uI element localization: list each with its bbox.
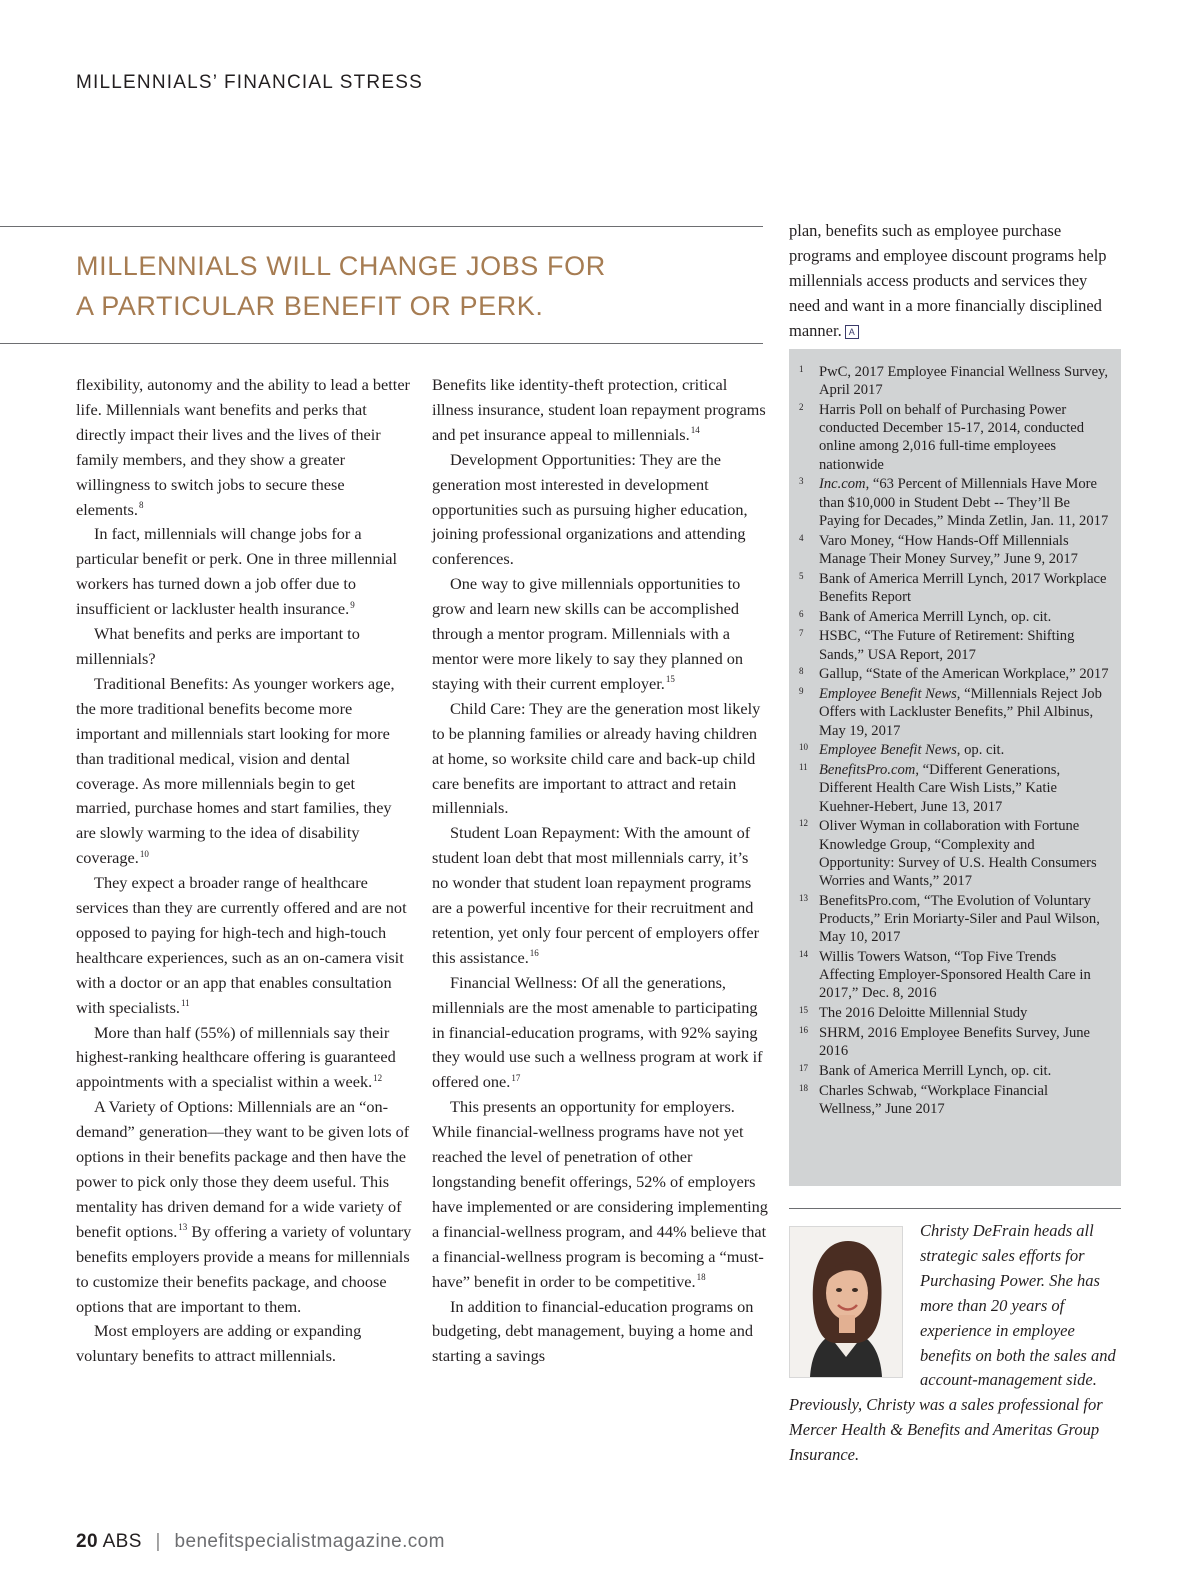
- footnote-item: [797, 892, 1111, 947]
- paragraph: This presents an opportunity for employers. While financial-wellness programs have not yet reached the level of penetration of other longstanding benefit offerings, 52% of employers have implemented or are considering implementing a financial-wellness program, and 44% believe that a financial-wellness program is becoming a “must-have” benefit in order to be competitive.$^{18}$: [432, 1097, 768, 1291]
- footnote-number: 7: [799, 628, 804, 639]
- paragraph: In addition to financial-education programs on budgeting, debt management, buying a home and starting a savings: [432, 1296, 754, 1366]
- footnote-item: [797, 1082, 1111, 1118]
- footnote-text: Oliver Wyman in collaboration with Fortune Knowledge Group, “Complexity and Opportunity: Survey of U.S. Health Consumers Worries and Wants,” 2017: [819, 818, 1097, 890]
- footnote-number: 12: [799, 818, 808, 829]
- footnote-item: [797, 532, 1111, 568]
- footnote-item: [797, 627, 1111, 663]
- footnote-number: 5: [799, 570, 804, 581]
- paragraph: A Variety of Options: Millennials are an “on-demand” generation—they want to be given lots of options in their benefits package and then have the power to pick only those they deem useful. This mentality has driven demand for a wide variety of benefit options.$^{13}$ By offering a variety of voluntary benefits employers provide a means for millennials to customize their benefits package, and choose options that are important to them.: [76, 1097, 412, 1316]
- paragraph: Financial Wellness: Of all the generations, millennials are the most amenable to participating in financial-education programs, with 92% saying they would use such a wellness program at work if offered one.$^{17}$: [432, 972, 763, 1092]
- footnote-number: 17: [799, 1063, 808, 1074]
- footnote-source: Employee Benefit News: [819, 742, 957, 759]
- footnote-item: [797, 817, 1111, 890]
- footnote-source: Employee Benefit News: [819, 686, 957, 703]
- footnote-item: [797, 948, 1111, 1003]
- footnote-item: [797, 665, 1111, 683]
- page-footer: [76, 1531, 445, 1553]
- paragraph: One way to give millennials opportunities to grow and learn new skills can be accomplished through a mentor program. Millennials with a mentor were more likely to say they planned on staying with their current employer.$^{15}$: [432, 574, 744, 693]
- paragraph: Development Opportunities: They are the generation most interested in development opportunities such as pursuing higher education, joining professional organizations and attending conferences.: [432, 449, 748, 569]
- section-header: MILLENNIALS’ FINANCIAL STRESS: [76, 72, 423, 93]
- paragraph: Child Care: They are the generation most likely to be planning families or already having children at home, so worksite child care and back-up child care benefits are important to attract and retain millennials.: [432, 698, 761, 818]
- end-of-article-icon: A: [845, 325, 859, 339]
- footnote-number: 1: [799, 364, 804, 374]
- footnote-item: [797, 1062, 1111, 1080]
- pull-quote-top-rule: [0, 226, 763, 227]
- pull-quote: [76, 246, 716, 326]
- paragraph: plan, benefits such as employee purchase programs and employee discount programs help millennials access products and services they need and want in a more financially disciplined manner. A: [789, 221, 1107, 340]
- footnote-text: , op. cit.: [956, 742, 1005, 759]
- footnote-text: , “Millennials Reject Job Offers with Lackluster Benefits,” Phil Albinus, May 19, 2017: [819, 686, 1102, 739]
- pull-quote-line-1: MILLENNIALS WILL CHANGE JOBS FOR: [76, 251, 606, 281]
- footnote-item: [797, 741, 1111, 759]
- footnote-number: 11: [799, 762, 808, 773]
- footnote-item: [797, 1024, 1111, 1060]
- footnote-item: [797, 1004, 1111, 1022]
- footnote-text: PwC, 2017 Employee Financial Wellness Survey, April 2017: [819, 364, 1109, 399]
- footnote-item: [797, 401, 1111, 474]
- footnote-item: [797, 685, 1111, 740]
- footnote-item: [797, 608, 1111, 626]
- footnote-item: [797, 761, 1111, 816]
- footnote-text: Charles Schwab, “Workplace Financial Wellness,” June 2017: [819, 1082, 1049, 1118]
- footnote-number: 14: [799, 949, 808, 960]
- footnote-text: Harris Poll on behalf of Purchasing Power conducted December 15-17, 2014, conducted online among 2,016 full-time employees nationwide: [819, 402, 1085, 473]
- footnote-text: , “Different Generations, Different Health Care Wish Lists,” Katie Kuehner-Hebert, June 13, 2017: [819, 762, 1061, 815]
- article-column-1: [76, 373, 412, 1369]
- footnote-number: 18: [799, 1082, 808, 1093]
- footnote-number: 16: [799, 1025, 808, 1036]
- pull-quote-bottom-rule: [0, 343, 763, 344]
- magazine-website: benefitspecialistmagazine.com: [174, 1531, 445, 1552]
- footnote-text: BenefitsPro.com, “The Evolution of Voluntary Products,” Erin Moriarty-Siler and Paul Wilson, May 10, 2017: [819, 892, 1100, 946]
- footnote-number: 9: [799, 686, 804, 697]
- footnote-number: 4: [799, 532, 804, 543]
- paragraph: Student Loan Repayment: With the amount of student loan debt that most millennials carry, it’s no wonder that student loan repayment programs are a powerful incentive for their recruitment and retention, yet only four percent of employers offer this assistance.$^{16}$: [432, 823, 760, 967]
- footnote-text: HSBC, “The Future of Retirement: Shifting Sands,” USA Report, 2017: [819, 628, 1075, 663]
- footnote-text: Varo Money, “How Hands-Off Millennials Manage Their Money Survey,” June 9, 2017: [819, 532, 1078, 567]
- footnote-text: SHRM, 2016 Employee Benefits Survey, June 2016: [819, 1025, 1091, 1060]
- footnote-text: Willis Towers Watson, “Top Five Trends Affecting Employer-Sponsored Health Care in 2017,” Dec. 8, 2016: [819, 949, 1091, 1002]
- author-bio-rule: [789, 1208, 1121, 1209]
- footnote-item: [797, 363, 1111, 399]
- footnote-text: Bank of America Merrill Lynch, 2017 Workplace Benefits Report: [819, 570, 1107, 605]
- footnote-item: [797, 570, 1111, 606]
- paragraph: Traditional Benefits: As younger workers age, the more traditional benefits become more important and millennials start looking for more than traditional medical, vision and dental coverage. As more millennials begin to get married, purchase homes and start families, they are slowly warming to the idea of disability coverage.$^{10}$: [76, 673, 395, 868]
- footnote-source: BenefitsPro.com: [819, 762, 916, 779]
- paragraph: Most employers are adding or expanding voluntary benefits to attract millennials.: [76, 1321, 362, 1366]
- author-bio: Christy DeFrain heads all strategic sales efforts for Purchasing Power. She has more than 20 years of experience in employee benefits on both the sales and account-management side. Previously, Christy was a sales professional for Mercer Health & Benefits and Ameritas Group Insurance.: [789, 1221, 1116, 1465]
- paragraph: Benefits like identity-theft protection, critical illness insurance, student loan repayment programs and pet insurance appeal to millennials.$^{14}$: [432, 375, 766, 444]
- paragraph: flexibility, autonomy and the ability to lead a better life. Millennials want benefits and perks that directly impact their lives and the lives of their family members, and they show a greater willingness to switch jobs to secure these elements.$^8$: [76, 375, 410, 519]
- footnote-number: 8: [799, 666, 804, 677]
- footnote-number: 15: [799, 1005, 808, 1016]
- paragraph: In fact, millennials will change jobs for a particular benefit or perk. One in three millennial workers has turned down a job offer due to insufficient or lackluster health insurance.$^9$: [76, 524, 397, 619]
- footnote-item: [797, 475, 1111, 530]
- footnotes-box: [789, 349, 1121, 1186]
- footnote-number: 2: [799, 402, 804, 412]
- footer-separator: |: [155, 1531, 161, 1552]
- article-column-2: [432, 373, 768, 1369]
- footnote-number: 10: [799, 742, 808, 753]
- footnote-text: Bank of America Merrill Lynch, op. cit.: [819, 1063, 1052, 1080]
- footnote-text: Bank of America Merrill Lynch, op. cit.: [819, 608, 1052, 625]
- magazine-abbreviation: ABS: [102, 1531, 142, 1552]
- footnote-number: 13: [799, 892, 808, 903]
- pull-quote-line-2: A PARTICULAR BENEFIT OR PERK.: [76, 291, 544, 321]
- footnote-text: The 2016 Deloitte Millennial Study: [819, 1005, 1028, 1022]
- footnote-text: , “63 Percent of Millennials Have More than $10,000 in Student Debt -- They’ll Be Paying for Decades,” Minda Zetlin, Jan. 11, 2017: [819, 476, 1109, 529]
- footnote-number: 6: [799, 608, 804, 619]
- footnote-source: Inc.com: [819, 476, 866, 493]
- article-column-3: [789, 219, 1121, 344]
- footnote-text: Gallup, “State of the American Workplace,” 2017: [819, 666, 1109, 683]
- footnote-number: 3: [799, 476, 804, 487]
- paragraph: More than half (55%) of millennials say their highest-ranking healthcare offering is guaranteed appointments with a specialist within a week.$^{12}$: [76, 1022, 396, 1092]
- paragraph: What benefits and perks are important to millennials?: [76, 624, 360, 668]
- page-number: 20: [76, 1531, 98, 1552]
- paragraph: They expect a broader range of healthcare services than they are currently offered and are not opposed to paying for high-tech and high-touch healthcare experiences, such as an on-camera visit with a doctor or an app that enables consultation with specialists.$^{11}$: [76, 873, 407, 1017]
